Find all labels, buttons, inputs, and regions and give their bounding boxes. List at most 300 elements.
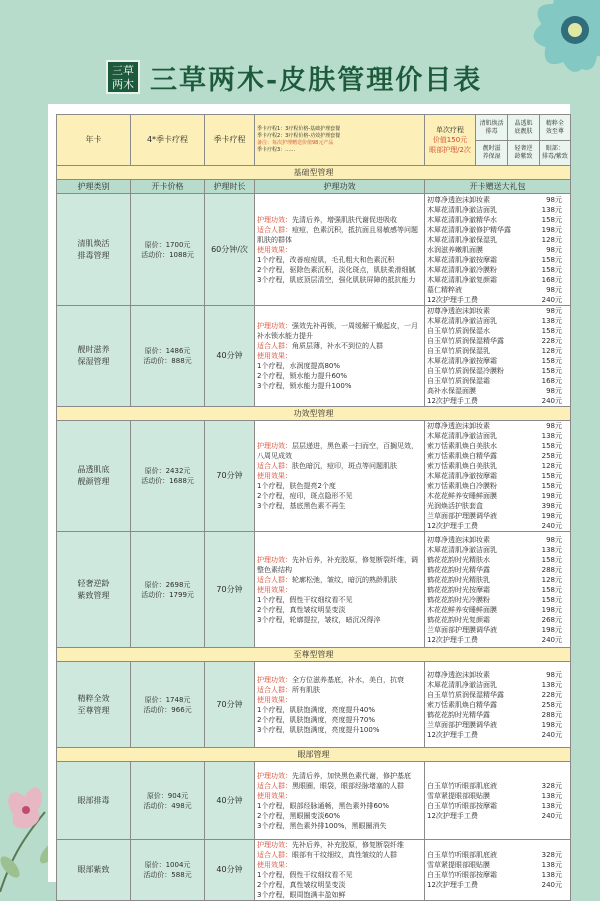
gift-item-name: 白玉草竹听眼部按摩霜 xyxy=(427,871,497,879)
service-duration: 70分钟 xyxy=(205,421,255,532)
effect-line xyxy=(257,801,422,811)
effect-text: 1个疗程，改善痘痘肌，毛孔粗大和色素沉积 xyxy=(257,255,395,264)
gift-item-name: 自玉草竹质润保湿冷膜粉 xyxy=(427,367,504,375)
service-name: 精粹全效 至尊管理 xyxy=(57,662,131,748)
gift-item xyxy=(427,521,568,531)
gift-item-name: 自玉草竹质润保湿精华露 xyxy=(427,690,504,699)
gift-item xyxy=(427,545,568,555)
column-header-type: 护理类别 xyxy=(57,180,131,194)
gift-item-name: 自玉草竹质润保湿霜 xyxy=(427,377,490,385)
gift-item-price: 258元 xyxy=(541,700,562,709)
effect-line xyxy=(257,381,422,391)
card-tag xyxy=(507,115,538,140)
gift-item-name: 白玉草竹听眼部肌底液 xyxy=(427,781,497,790)
section-title: 眼部管理 xyxy=(57,748,571,762)
gift-item-price: 168元 xyxy=(541,377,562,385)
effect-line xyxy=(257,685,422,695)
gift-item-name: 兰草面部护理膜调华液 xyxy=(427,512,497,520)
gift-item-name: 12次护理手工费 xyxy=(427,397,478,405)
effect-text: 1个疗程，假性干纹细纹看不见 xyxy=(257,871,353,879)
gift-item-name: 木犀花清肌净澈保湿乳 xyxy=(427,235,497,244)
gift-item xyxy=(427,306,568,316)
activity-price: 活动价：1688元 xyxy=(141,477,194,485)
effect-line xyxy=(257,695,422,705)
service-name: 靓时滋养 保湿管理 xyxy=(57,306,131,407)
effect-text: 先清后养，加快黑色素代谢，修护基底 xyxy=(292,771,411,780)
effect-line xyxy=(257,860,422,870)
gift-item xyxy=(427,295,568,305)
section-header-row xyxy=(57,648,571,662)
gift-item-price: 158元 xyxy=(541,472,562,480)
column-header-price: 开卡价格 xyxy=(131,180,205,194)
gift-item-name: 索万恬素肌焕白美肤水 xyxy=(427,442,497,450)
effect-text: 3个疗程，眼周饱满丰盈如鲜 xyxy=(257,891,346,899)
gift-item-price: 98元 xyxy=(546,285,562,294)
card-tag xyxy=(539,115,570,140)
effect-label: 护理功效： xyxy=(257,675,292,684)
gift-item-name: 墓仁精粹液 xyxy=(427,285,462,294)
gift-item xyxy=(427,801,568,811)
gift-item-price: 258元 xyxy=(541,452,562,460)
gift-item-price: 198元 xyxy=(541,492,562,500)
effect-line xyxy=(257,555,422,575)
gift-item-name: 雪草紧提眼部眼贴膜 xyxy=(427,791,490,800)
gift-item-name: 12次护理手工费 xyxy=(427,730,478,739)
effect-line xyxy=(257,265,422,275)
gift-item-name: 兰草面部护理膜调华液 xyxy=(427,720,497,729)
gift-item-price: 198元 xyxy=(541,720,562,729)
gift-item-price: 98元 xyxy=(546,670,562,679)
gift-item-price: 128元 xyxy=(541,462,562,470)
section-header-row xyxy=(57,166,571,180)
service-price xyxy=(131,662,205,748)
gift-item xyxy=(427,850,568,860)
service-effect xyxy=(255,306,425,407)
gift-item-name: 自玉草竹质润保湿水 xyxy=(427,327,490,335)
price-list-card xyxy=(48,104,570,899)
gift-item xyxy=(427,245,568,255)
effect-line xyxy=(257,870,422,880)
gift-item-name: 木犀花清肌净澈复颜霜 xyxy=(427,275,497,284)
gift-item-name: 索万恬素肌焕白精华露 xyxy=(427,700,497,709)
service-price xyxy=(131,532,205,648)
card-tag-line: 眼部： xyxy=(545,145,564,152)
gift-item-price: 228元 xyxy=(541,337,562,345)
gift-item-name: 光润焕活护肤套盒 xyxy=(427,502,483,510)
season-detail-line: 季卡疗程3：…… xyxy=(257,147,296,153)
gift-item xyxy=(427,690,568,700)
card-tag-line: 清肌焕活 xyxy=(479,119,504,127)
gift-item-name: 木犀花清肌净澈洁面乳 xyxy=(427,680,497,689)
original-price: 原价：2432元 xyxy=(144,467,191,475)
original-price: 原价：1748元 xyxy=(144,695,191,704)
gift-item-price: 98元 xyxy=(546,245,562,254)
effect-text: 先清后养，增强肌肤代谢促进吸收 xyxy=(292,215,397,224)
card-tag xyxy=(476,115,507,140)
gift-item xyxy=(427,615,568,625)
section-title: 基础型管理 xyxy=(57,166,571,180)
gift-item-name: 木犀花清肌净澈洁面乳 xyxy=(427,205,497,214)
gift-item xyxy=(427,625,568,635)
effect-label: 使用效果： xyxy=(257,245,292,254)
gift-item-price: 268元 xyxy=(541,615,562,624)
effect-text: 先补后养，补充胶原，修复断裂纤维 xyxy=(292,841,404,849)
gift-item xyxy=(427,535,568,545)
card-tag-line: 养保湿 xyxy=(482,153,501,160)
gift-item xyxy=(427,285,568,295)
gift-item-price: 158元 xyxy=(541,327,562,335)
effect-line xyxy=(257,471,422,481)
effect-line xyxy=(257,371,422,381)
gift-item-price: 398元 xyxy=(541,502,562,510)
service-row xyxy=(57,840,571,901)
gift-item xyxy=(427,396,568,406)
gift-item-name: 水润滋养嫩肌面膜 xyxy=(427,245,483,254)
gift-item-name: 12次护理手工费 xyxy=(427,635,478,644)
gift-item-price: 138元 xyxy=(541,432,562,440)
effect-label: 护理功效： xyxy=(257,215,292,224)
service-row xyxy=(57,306,571,407)
effect-label: 使用效果： xyxy=(257,472,292,480)
effect-label: 适合人群： xyxy=(257,685,292,694)
column-header-time: 护理时长 xyxy=(205,180,255,194)
gift-item xyxy=(427,635,568,645)
gift-item-price: 158元 xyxy=(541,265,562,274)
section-title: 至尊型管理 xyxy=(57,648,571,662)
gift-item xyxy=(427,605,568,615)
gift-item-price: 128元 xyxy=(541,347,562,355)
effect-line xyxy=(257,890,422,900)
gift-item-name: 木犀花清肌净澈按摩霜 xyxy=(427,472,497,480)
service-name: 眼部排毒 xyxy=(57,762,131,840)
gift-item xyxy=(427,215,568,225)
activity-price: 活动价：498元 xyxy=(143,801,192,810)
gift-item xyxy=(427,265,568,275)
original-price: 原价：904元 xyxy=(146,791,189,800)
effect-text: 2个疗程，锁水能力提升60% xyxy=(257,372,348,380)
effect-line xyxy=(257,821,422,831)
gift-package xyxy=(425,762,571,840)
gift-item-name: 自玉草竹质润保湿精华露 xyxy=(427,337,504,345)
effect-text: 角质层薄，补水不到位的人群 xyxy=(292,342,383,350)
effect-line xyxy=(257,321,422,341)
gift-item xyxy=(427,680,568,690)
service-effect xyxy=(255,840,425,901)
gift-item-price: 198元 xyxy=(541,512,562,520)
effect-line xyxy=(257,615,422,625)
section-header-row xyxy=(57,407,571,421)
service-name: 清肌焕活 排毒管理 xyxy=(57,194,131,306)
card-tag-line: 排毒 xyxy=(485,127,498,135)
gift-item xyxy=(427,595,568,605)
gift-item xyxy=(427,346,568,356)
gift-item xyxy=(427,255,568,265)
gift-item-name: 鹤花花韵时光精华露 xyxy=(427,565,490,574)
gift-item-price: 128元 xyxy=(541,575,562,584)
effect-line xyxy=(257,781,422,791)
gift-item-name: 木犀花清肌净澈按摩霜 xyxy=(427,255,497,264)
gift-item-name: 初尊净透泡沫卸妆素 xyxy=(427,670,490,679)
service-price xyxy=(131,840,205,901)
gift-item-price: 158元 xyxy=(541,255,562,264)
effect-label: 护理功效： xyxy=(257,771,292,780)
effect-line xyxy=(257,575,422,585)
gift-item-name: 索万恬素肌焕白美肤乳 xyxy=(427,462,497,470)
gift-item-price: 328元 xyxy=(541,851,562,859)
effect-line xyxy=(257,595,422,605)
effect-text: 2个疗程，驱除色素沉积，淡化斑点，肌肤柔滑细腻 xyxy=(257,265,416,274)
gift-package xyxy=(425,194,571,306)
effect-line xyxy=(257,705,422,715)
gift-package xyxy=(425,421,571,532)
service-price xyxy=(131,306,205,407)
card-tag-line: 晶透肌 xyxy=(514,119,533,127)
four-season-cell: 4*季卡疗程 xyxy=(131,115,205,166)
gift-item-price: 138元 xyxy=(541,680,562,689)
effect-line xyxy=(257,715,422,725)
gift-item-name: 初尊净透泡沫卸妆素 xyxy=(427,422,490,430)
service-effect xyxy=(255,762,425,840)
service-price xyxy=(131,194,205,306)
effect-line xyxy=(257,605,422,615)
gift-item xyxy=(427,491,568,501)
original-price: 原价：2698元 xyxy=(144,580,191,589)
gift-package xyxy=(425,662,571,748)
gift-item-name: 白玉草竹听眼部肌底液 xyxy=(427,851,497,859)
gift-item xyxy=(427,431,568,441)
effect-text: 1个疗程，肤色提亮2个度 xyxy=(257,482,336,490)
effect-line xyxy=(257,675,422,685)
effect-label: 适合人群： xyxy=(257,462,292,470)
card-type-row xyxy=(57,115,571,166)
gift-item-name: 兰草面部护理膜调华液 xyxy=(427,625,497,634)
card-tag-line: 精粹全 xyxy=(545,119,564,127)
service-row xyxy=(57,762,571,840)
column-header-effect: 护理功效 xyxy=(255,180,425,194)
effect-text: 3个疗程，黑色素外排100%，黑眼圈消失 xyxy=(257,821,387,830)
effect-label: 护理功效： xyxy=(257,841,292,849)
gift-item-price: 98元 xyxy=(546,422,562,430)
gift-item-price: 158元 xyxy=(541,367,562,375)
single-session-box xyxy=(425,115,476,165)
column-header-row xyxy=(57,180,571,194)
effect-line xyxy=(257,585,422,595)
single-title: 单次疗程 xyxy=(436,126,464,134)
service-duration: 70分钟 xyxy=(205,532,255,648)
gift-item xyxy=(427,710,568,720)
single-note: 眼部护理/2次 xyxy=(429,146,471,154)
service-row xyxy=(57,662,571,748)
effect-text: 先补后养，补充胶原，修复断裂纤维，调整色素结构 xyxy=(257,555,418,574)
section-header-row xyxy=(57,748,571,762)
gift-item-price: 138元 xyxy=(541,791,562,800)
effect-line xyxy=(257,245,422,255)
effect-text: 全方位滋养基底，补水，美白，抗衰 xyxy=(292,675,404,684)
effect-label: 适合人群： xyxy=(257,851,292,859)
gift-item-price: 138元 xyxy=(541,801,562,810)
gift-item xyxy=(427,275,568,285)
gift-item-price: 240元 xyxy=(541,295,562,304)
gift-item-price: 198元 xyxy=(541,225,562,234)
gift-item-price: 228元 xyxy=(541,690,562,699)
gift-item xyxy=(427,575,568,585)
effect-text: 层层递进，黑色素一扫而空，百搁见效，八周见成效 xyxy=(257,442,418,460)
gift-item-price: 240元 xyxy=(541,811,562,820)
effect-line xyxy=(257,501,422,511)
gift-item-price: 138元 xyxy=(541,205,562,214)
gift-item xyxy=(427,481,568,491)
effect-text: 1个疗程，假性干纹细纹看不见 xyxy=(257,595,353,604)
gift-item-price: 158元 xyxy=(541,482,562,490)
effect-text: 肤色暗沉，痘印，斑点等问题肌肤 xyxy=(292,462,397,470)
gift-item-name: 木犀花清肌净澈洁面乳 xyxy=(427,545,497,554)
gift-item-price: 240元 xyxy=(541,635,562,644)
card-tag-line: 龄紫致 xyxy=(514,153,533,160)
gift-item-name: 初尊净透泡沫卸妆素 xyxy=(427,195,490,204)
effect-line xyxy=(257,361,422,371)
activity-price: 活动价：1799元 xyxy=(141,590,194,599)
gift-item xyxy=(427,720,568,730)
effect-line xyxy=(257,481,422,491)
service-effect xyxy=(255,532,425,648)
effect-line xyxy=(257,341,422,351)
gift-item-name: 鹤花花韵时光按摩霜 xyxy=(427,585,490,594)
gift-item-name: 木犀花清肌净澈洁面乳 xyxy=(427,317,497,325)
column-header-gift: 开卡赠送大礼包 xyxy=(425,180,571,194)
gift-item-name: 木犀花清肌净澈修护精华露 xyxy=(427,225,511,234)
annual-card-cell: 年卡 xyxy=(57,115,131,166)
gift-item xyxy=(427,326,568,336)
gift-item-name: 索万恬素肌焕白冷膜粉 xyxy=(427,482,497,490)
service-row xyxy=(57,532,571,648)
effect-line xyxy=(257,771,422,781)
gift-package xyxy=(425,840,571,901)
gift-item-name: 初尊净透泡沫卸妆素 xyxy=(427,535,490,544)
effect-text: 2个疗程，肌肤饱满度，亮度提升70% xyxy=(257,715,376,724)
effect-label: 使用效果： xyxy=(257,791,292,800)
effect-label: 护理功效： xyxy=(257,322,292,330)
service-row xyxy=(57,421,571,532)
effect-line xyxy=(257,791,422,801)
brand-logo: 三草 两木 xyxy=(106,60,140,94)
gift-item-name: 木花花鲜养安睡鲜面膜 xyxy=(427,492,497,500)
effect-label: 使用效果： xyxy=(257,585,292,594)
card-tag xyxy=(476,140,507,165)
gift-item-name: 自玉草竹质润保湿乳 xyxy=(427,347,490,355)
gift-item-price: 158元 xyxy=(541,555,562,564)
service-duration: 40分钟 xyxy=(205,306,255,407)
effect-line xyxy=(257,461,422,471)
service-row xyxy=(57,194,571,306)
gift-item xyxy=(427,441,568,451)
effect-text: 所有肌肤 xyxy=(292,685,320,694)
section-title: 功效型管理 xyxy=(57,407,571,421)
effect-line xyxy=(257,215,422,225)
activity-price: 活动价：588元 xyxy=(143,871,192,879)
gift-item-name: 木犀花清肌净澈洁面乳 xyxy=(427,432,497,440)
effect-line xyxy=(257,275,422,285)
gift-item xyxy=(427,555,568,565)
gift-item-name: 12次护理手工费 xyxy=(427,881,478,889)
effect-label: 护理功效： xyxy=(257,442,292,450)
gift-item xyxy=(427,421,568,431)
effect-text: 黑眼圈，眼袋，眼部经脉堵塞的人群 xyxy=(292,781,404,790)
effect-line xyxy=(257,840,422,850)
gift-item-price: 288元 xyxy=(541,710,562,719)
gift-item-name: 木犀花清肌净澈按摩霜 xyxy=(427,357,497,365)
effect-text: 1个疗程，肌肤饱满度，亮度提升40% xyxy=(257,705,376,714)
gift-item xyxy=(427,205,568,215)
gift-item xyxy=(427,585,568,595)
gift-item-name: 木花花鲜养安睡鲜面膜 xyxy=(427,605,497,614)
card-tag-line: 效至尊 xyxy=(545,127,564,135)
gift-item xyxy=(427,811,568,821)
gift-item xyxy=(427,511,568,521)
effect-line xyxy=(257,725,422,735)
gift-item xyxy=(427,336,568,346)
gift-item-price: 98元 xyxy=(546,307,562,315)
effect-line xyxy=(257,351,422,361)
card-tag-line: 排毒/紫致 xyxy=(541,153,568,160)
gift-item-price: 158元 xyxy=(541,585,562,594)
gift-item-price: 288元 xyxy=(541,565,562,574)
effect-label: 适合人群： xyxy=(257,575,292,584)
gift-item-price: 128元 xyxy=(541,235,562,244)
gift-item-price: 168元 xyxy=(541,275,562,284)
service-name: 眼部紫致 xyxy=(57,840,131,901)
gift-item-name: 索万恬素肌焕白精华露 xyxy=(427,452,497,460)
gift-item xyxy=(427,386,568,396)
card-tag-line: 靓时滋 xyxy=(482,145,501,152)
page-title: 三草两木-皮肤管理价目表 xyxy=(150,65,483,96)
effect-label: 护理功效： xyxy=(257,555,292,564)
gift-item-name: 鹤花花韵时光复颜霜 xyxy=(427,615,490,624)
effect-label: 使用效果： xyxy=(257,352,292,360)
gift-item xyxy=(427,501,568,511)
single-and-tags-cell xyxy=(425,115,571,166)
gift-item-name: 12次护理手工费 xyxy=(427,295,478,304)
gift-item xyxy=(427,376,568,386)
gift-item-price: 138元 xyxy=(541,545,562,554)
service-duration: 40分钟 xyxy=(205,762,255,840)
effect-line xyxy=(257,811,422,821)
effect-label: 适合人群： xyxy=(257,225,292,234)
gift-item xyxy=(427,730,568,740)
card-tag xyxy=(539,140,570,165)
gift-item-name: 雪草紧提眼部眼贴膜 xyxy=(427,861,490,869)
single-tags-wrap xyxy=(425,115,570,165)
effect-text: 3个疗程，基底黑色素不再生 xyxy=(257,502,346,510)
gift-item xyxy=(427,670,568,680)
gift-item-price: 198元 xyxy=(541,625,562,634)
season-detail-cell xyxy=(255,115,425,166)
original-price: 原价：1700元 xyxy=(144,240,191,249)
service-name: 晶透肌底 靓颜管理 xyxy=(57,421,131,532)
gift-package xyxy=(425,532,571,648)
price-table xyxy=(56,114,571,901)
gift-item-price: 138元 xyxy=(541,861,562,869)
card-tag xyxy=(507,140,538,165)
effect-text: 3个疗程，肌底顶层清空，强化肌肤屏障的抵抗能力 xyxy=(257,275,416,284)
activity-price: 活动价：1088元 xyxy=(141,250,194,259)
gift-item-name: 木犀花清肌净澈精华水 xyxy=(427,215,497,224)
effect-text: 痘痘，色素沉积，抵抗面且易敏感等问题肌肤的群体 xyxy=(257,225,418,244)
gift-item-price: 240元 xyxy=(541,881,562,889)
effect-label: 使用效果： xyxy=(257,695,292,704)
service-effect xyxy=(255,662,425,748)
gift-item xyxy=(427,870,568,880)
gift-item-name: 木犀花清肌净澈冷膜粉 xyxy=(427,265,497,274)
